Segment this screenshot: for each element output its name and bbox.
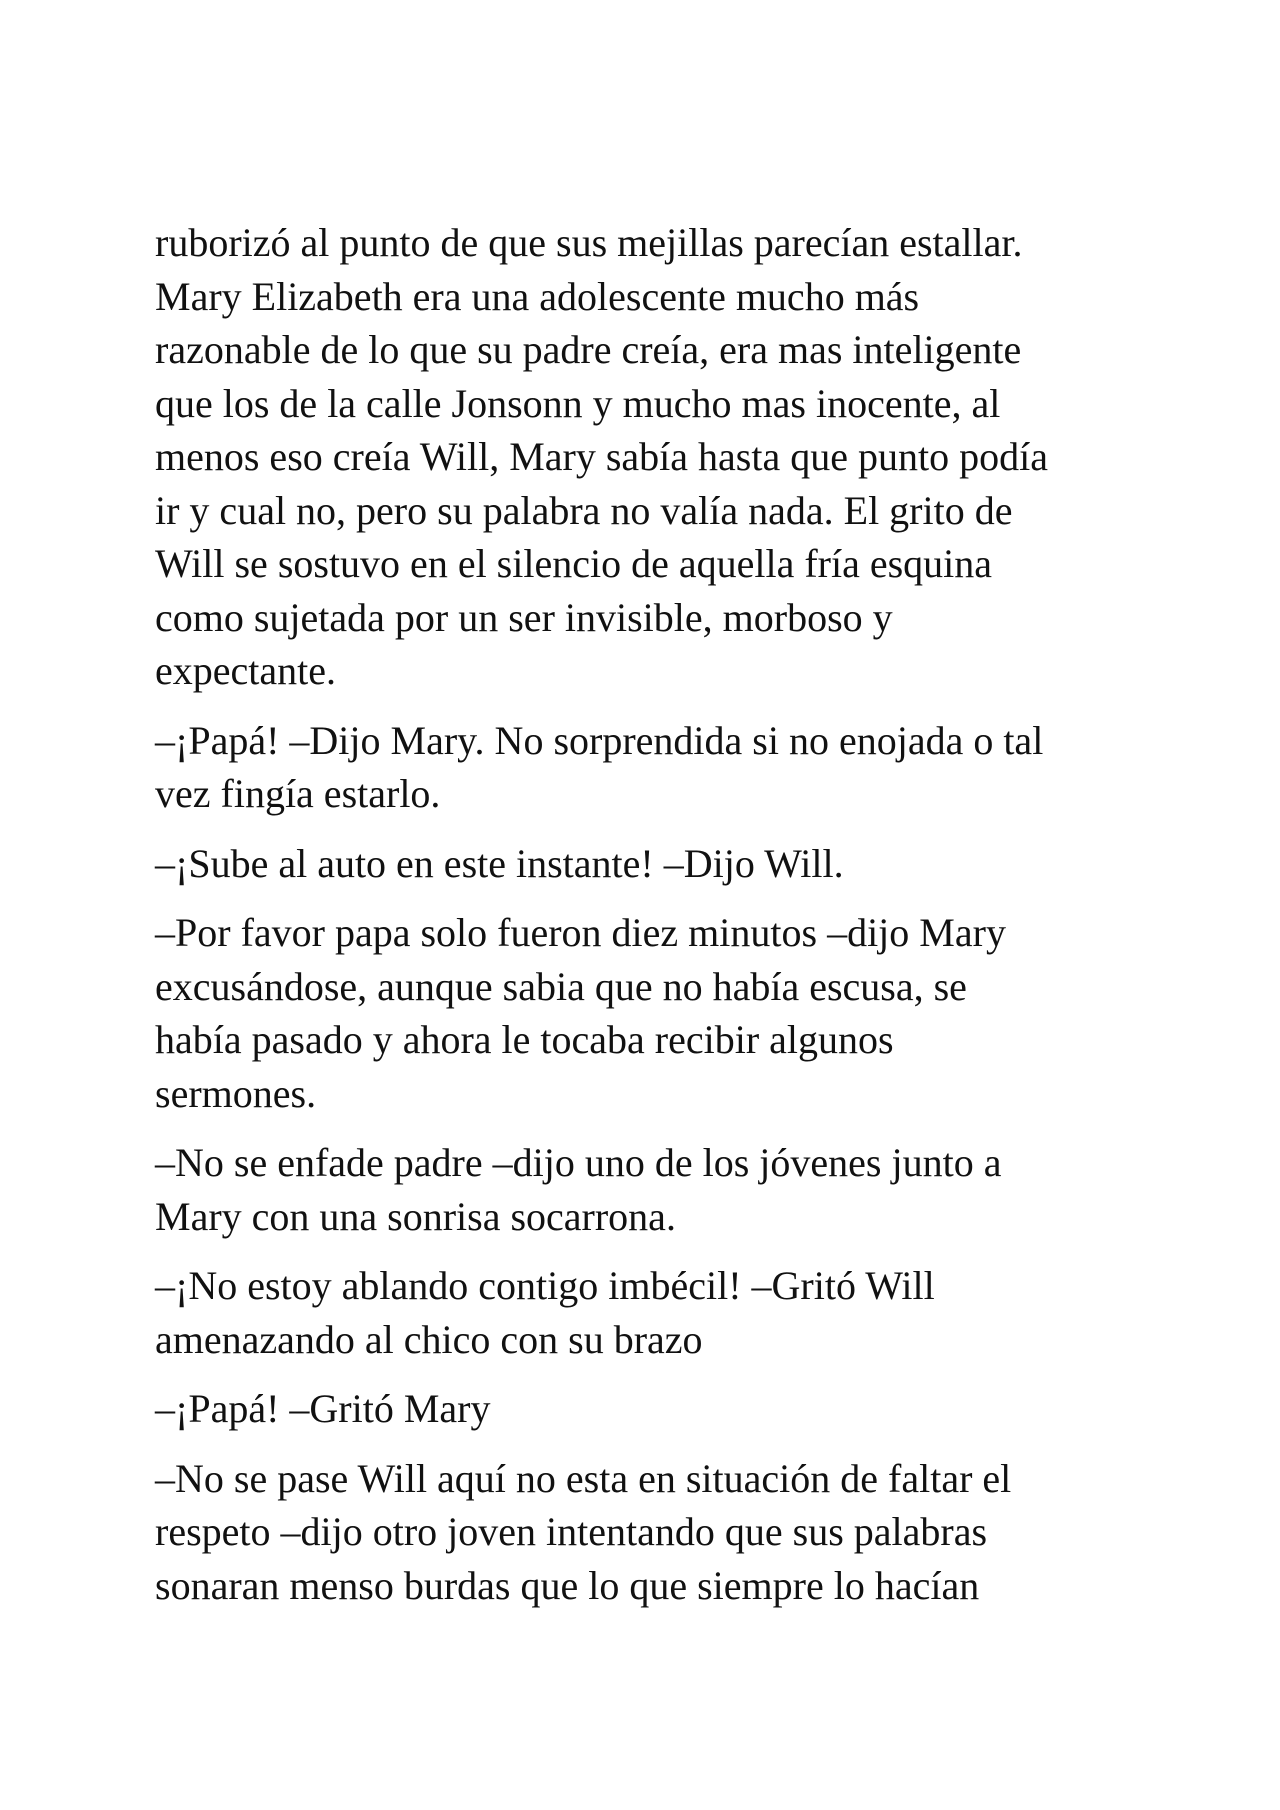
paragraph-dialogue: [155, 1382, 1135, 1436]
text-line: ir y cual no, pero su palabra no valía nada. El grito de: [155, 487, 1013, 533]
text-line: excusándose, aunque sabia que no había escusa, se: [155, 963, 967, 1009]
text-line: Will se sostuvo en el silencio de aquella fría esquina: [155, 541, 993, 586]
text-line: ruborizó al punto de que sus mejillas parecían estallar.: [155, 220, 1023, 265]
text-line: Mary Elizabeth era una adolescente mucho más: [155, 273, 920, 319]
text-line: –No se pase Will aquí no esta en situación de faltar el: [155, 1455, 1012, 1501]
body-text: [155, 216, 1135, 1628]
paragraph-dialogue: [155, 1452, 1135, 1613]
text-line: vez fingía estarlo.: [155, 771, 441, 816]
text-line: –¡No estoy ablando contigo imbécil! –Gritó Will: [155, 1263, 935, 1308]
text-line: –¡Papá! –Gritó Mary: [155, 1386, 491, 1431]
text-line: –¡Sube al auto en este instante! –Dijo Will.: [155, 840, 844, 886]
text-line: menos eso creía Will, Mary sabía hasta que punto podía: [155, 434, 1048, 479]
paragraph-dialogue: [155, 1136, 1135, 1243]
text-line: –Por favor papa solo fueron diez minutos –dijo Mary: [155, 910, 1006, 955]
text-line: sermones.: [155, 1070, 317, 1116]
paragraph-dialogue: [155, 714, 1135, 821]
text-line: Mary con una sonrisa socarrona.: [155, 1193, 676, 1239]
text-line: respeto –dijo otro joven intentando que sus palabras: [155, 1509, 988, 1554]
paragraph-dialogue: [155, 837, 1135, 891]
paragraph-dialogue: [155, 1259, 1135, 1366]
text-line: amenazando al chico con su brazo: [155, 1316, 703, 1362]
text-line: sonaran menso burdas que lo que siempre lo hacían: [155, 1562, 980, 1608]
text-line: razonable de lo que su padre creía, era mas inteligente: [155, 327, 1022, 372]
paragraph-narration: [155, 216, 1135, 698]
text-line: –No se enfade padre –dijo uno de los jóvenes junto a: [155, 1140, 1002, 1185]
paragraph-dialogue: [155, 906, 1135, 1120]
text-line: como sujetada por un ser invisible, morboso y: [155, 594, 893, 640]
text-line: había pasado y ahora le tocaba recibir algunos: [155, 1017, 894, 1062]
text-line: –¡Papá! –Dijo Mary. No sorprendida si no enojada o tal: [155, 717, 1044, 763]
text-line: expectante.: [155, 648, 336, 693]
text-line: que los de la calle Jonsonn y mucho mas inocente, al: [155, 380, 1001, 426]
